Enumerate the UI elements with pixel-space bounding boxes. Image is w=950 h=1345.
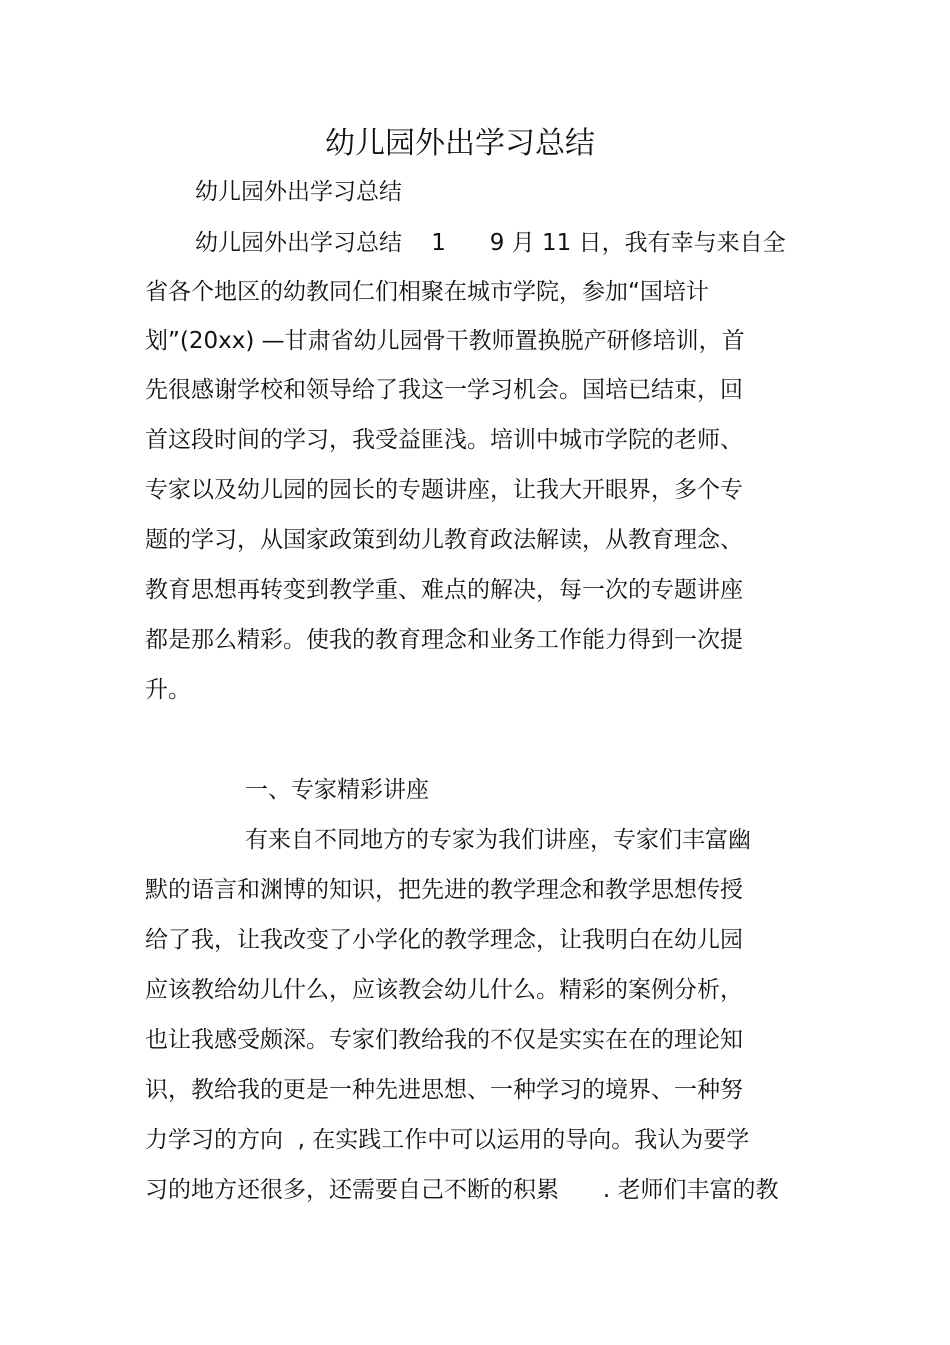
paragraph-line: 有来自不同地方的专家为我们讲座，专家们丰富幽 bbox=[245, 827, 751, 853]
paragraph-line: 幼儿园外出学习总结 1 9 月 11 日，我有幸与来自全 bbox=[195, 230, 786, 256]
paragraph-line: 专家以及幼儿园的园长的专题讲座，让我大开眼界，多个专 bbox=[145, 477, 743, 503]
paragraph-line: 给了我，让我改变了小学化的教学理念，让我明白在幼儿园 bbox=[145, 927, 743, 953]
paragraph-line: 识，教给我的更是一种先进思想、一种学习的境界、一种努 bbox=[145, 1077, 743, 1103]
paragraph-line: 教育思想再转变到教学重、难点的解决，每一次的专题讲座 bbox=[145, 577, 743, 603]
paragraph-line: 划”(20xx) —甘肃省幼儿园骨干教师置换脱产研修培训，首 bbox=[145, 328, 745, 354]
paragraph-line: 也让我感受颇深。专家们教给我的不仅是实实在在的理论知 bbox=[145, 1027, 743, 1053]
paragraph-line: 省各个地区的幼教同仁们相聚在城市学院，参加“国培计 bbox=[145, 279, 709, 305]
paragraph-line: 首这段时间的学习，我受益匪浅。培训中城市学院的老师、 bbox=[145, 427, 743, 453]
section-heading: 一、专家精彩讲座 bbox=[245, 777, 429, 803]
paragraph-line: 应该教给幼儿什么，应该教会幼儿什么。精彩的案例分析， bbox=[145, 977, 743, 1003]
document-title: 幼儿园外出学习总结 bbox=[325, 126, 595, 161]
paragraph-line: 题的学习，从国家政策到幼儿教育政法解读，从教育理念、 bbox=[145, 527, 743, 553]
paragraph-line: 先很感谢学校和领导给了我这一学习机会。国培已结束，回 bbox=[145, 377, 743, 403]
paragraph-line: 力学习的方向 , 在实践工作中可以运用的导向。我认为要学 bbox=[145, 1127, 750, 1153]
paragraph-line: 默的语言和渊博的知识，把先进的教学理念和教学思想传授 bbox=[145, 877, 743, 903]
document-subtitle: 幼儿园外出学习总结 bbox=[195, 179, 402, 205]
paragraph-line: 都是那么精彩。使我的教育理念和业务工作能力得到一次提 bbox=[145, 627, 743, 653]
paragraph-line: 习的地方还很多，还需要自己不断的积累 . 老师们丰富的教 bbox=[145, 1177, 779, 1203]
paragraph-line: 升。 bbox=[145, 677, 191, 703]
